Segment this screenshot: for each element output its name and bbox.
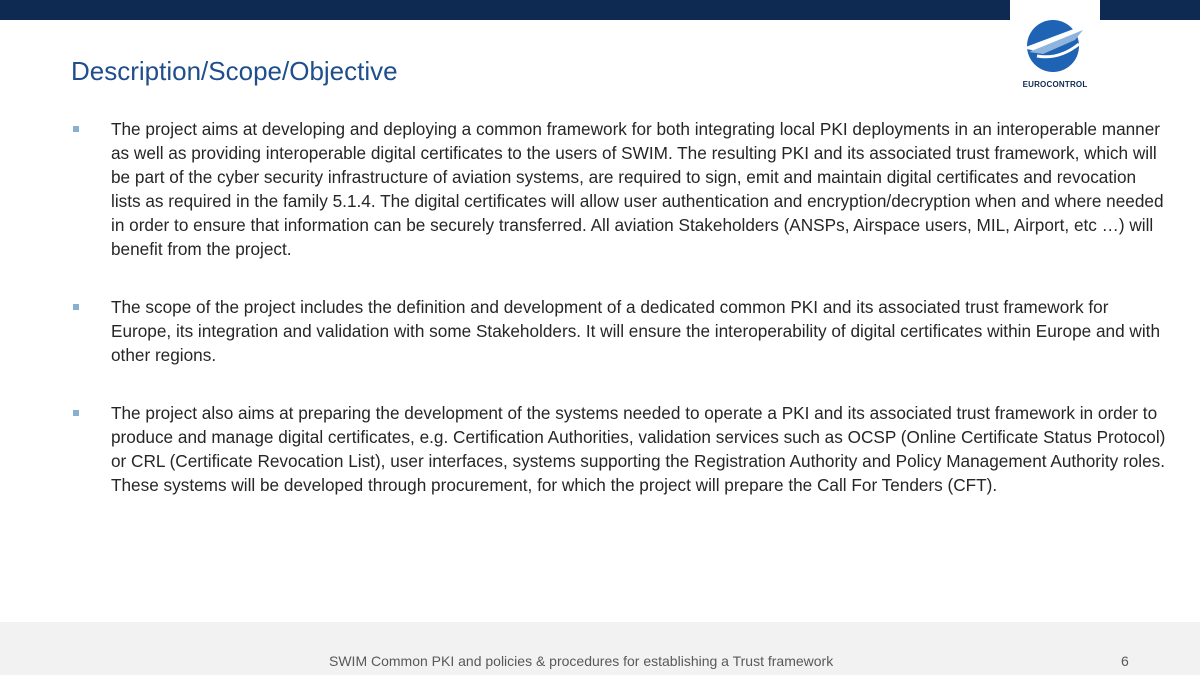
square-bullet-icon <box>73 304 79 310</box>
bullet-item-systems <box>73 401 1168 497</box>
bullet-text: The project also aims at preparing the development of the systems needed to operate a PKI and its associated trust framework in order to produce and manage digital certificates, e.g. Certification Authorities, validation services such as OCSP (Online Certificate Status Protocol) or CRL (Certificate Revocation List), user interfaces, systems supporting the Registration Authority and Policy Management Authority roles. These systems will be developed through procurement, for which the project will prepare the Call For Tenders (CFT). <box>111 403 1166 495</box>
bullet-text: The scope of the project includes the definition and development of a dedicated common PKI and its associated trust framework for Europe, its integration and validation with some Stakeholders. It will ensure the interoperability of digital certificates within Europe and with other regions. <box>111 297 1160 365</box>
bullet-list <box>73 117 1168 531</box>
page-title: Description/Scope/Objective <box>71 56 398 86</box>
eurocontrol-logo <box>1010 0 1100 100</box>
eurocontrol-logo-icon <box>1019 14 1091 78</box>
bullet-item-objective <box>73 117 1168 261</box>
square-bullet-icon <box>73 410 79 416</box>
logo-text: EUROCONTROL <box>1022 80 1088 89</box>
footer-text: SWIM Common PKI and policies & procedures for establishing a Trust framework <box>329 653 834 669</box>
page-number: 6 <box>1121 653 1129 669</box>
square-bullet-icon <box>73 126 79 132</box>
bullet-text: The project aims at developing and deploying a common framework for both integrating local PKI deployments in an interoperable manner as well as providing interoperable digital certificates to the users of SWIM. The resulting PKI and its associated trust framework, which will be part of the cyber security infrastructure of aviation systems, are required to sign, emit and maintain digital certificates and revocation lists as required in the family 5.1.4. The digital certificates will allow user authentication and encryption/decryption when and where needed in order to ensure that information can be securely transferred. All aviation Stakeholders (ANSPs, Airspace users, MIL, Airport, etc …) will benefit from the project. <box>111 119 1164 259</box>
bullet-item-scope <box>73 295 1168 367</box>
footer <box>0 622 1200 675</box>
